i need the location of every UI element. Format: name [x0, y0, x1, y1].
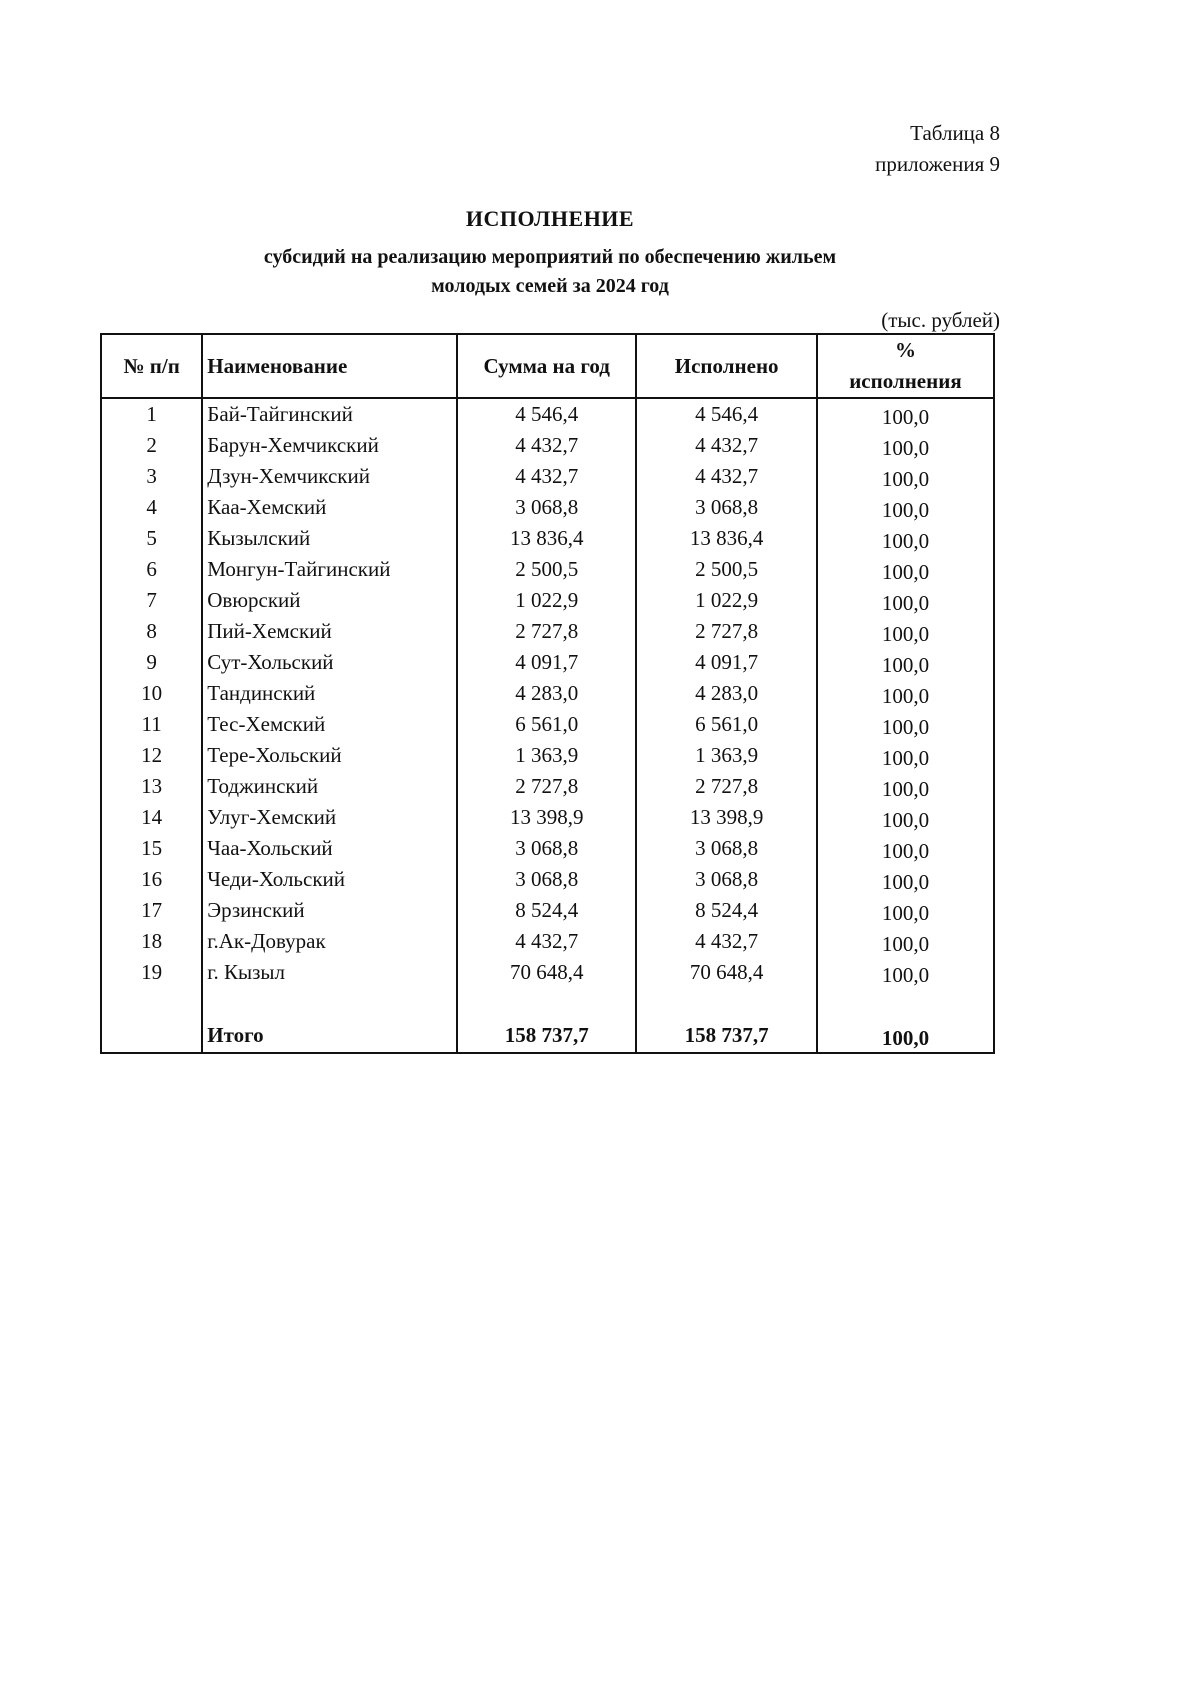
cell-number: 3 [101, 461, 202, 492]
cell-percent-value: 100,0 [881, 684, 930, 708]
cell-executed: 1 363,9 [636, 740, 816, 771]
document-title: ИСПОЛНЕНИЕ [465, 206, 635, 231]
header-name: Наименование [202, 334, 457, 398]
cell-number: 16 [101, 864, 202, 895]
table-row [101, 616, 994, 647]
cell-number: 4 [101, 492, 202, 523]
cell-percent [817, 647, 994, 678]
cell-number: 18 [101, 926, 202, 957]
cell-percent-value: 100,0 [881, 498, 930, 522]
cell-percent-value: 100,0 [881, 436, 930, 460]
cell-executed: 4 432,7 [636, 926, 816, 957]
cell-number: 6 [101, 554, 202, 585]
cell-name: Тандинский [202, 678, 457, 709]
cell-annual-sum: 8 524,4 [457, 895, 636, 926]
cell-percent-value: 100,0 [881, 591, 930, 615]
cell-percent [817, 585, 994, 616]
table-row [101, 523, 994, 554]
cell-percent-value: 100,0 [881, 808, 930, 832]
total-executed: 158 737,7 [636, 1018, 816, 1053]
cell-executed: 13 398,9 [636, 802, 816, 833]
cell-executed: 3 068,8 [636, 492, 816, 523]
cell-number: 17 [101, 895, 202, 926]
cell-executed: 8 524,4 [636, 895, 816, 926]
cell-percent-value: 100,0 [881, 963, 930, 987]
header-percent-sign: % [894, 338, 916, 362]
cell-name: Барун-Хемчикский [202, 430, 457, 461]
cell-percent [817, 554, 994, 585]
cell-percent-value: 100,0 [881, 529, 930, 553]
table-row [101, 461, 994, 492]
cell-number: 5 [101, 523, 202, 554]
cell-annual-sum: 1 022,9 [457, 585, 636, 616]
cell-executed: 2 727,8 [636, 616, 816, 647]
cell-name: Тере-Хольский [202, 740, 457, 771]
cell-executed: 4 432,7 [636, 430, 816, 461]
cell-percent-value: 100,0 [881, 653, 930, 677]
cell-name: Дзун-Хемчикский [202, 461, 457, 492]
cell-annual-sum: 4 546,4 [457, 398, 636, 430]
table-row [101, 430, 994, 461]
table-body [101, 398, 994, 1053]
cell-name: Эрзинский [202, 895, 457, 926]
table-row [101, 398, 994, 430]
cell-name: Чаа-Хольский [202, 833, 457, 864]
cell-number: 12 [101, 740, 202, 771]
total-label: Итого [202, 1018, 457, 1053]
cell-executed: 6 561,0 [636, 709, 816, 740]
cell-percent-value: 100,0 [881, 467, 930, 491]
cell-number: 2 [101, 430, 202, 461]
cell-percent-value: 100,0 [881, 715, 930, 739]
cell-percent [817, 461, 994, 492]
cell-executed: 70 648,4 [636, 957, 816, 988]
header-executed: Исполнено [636, 334, 816, 398]
cell-percent-value: 100,0 [881, 746, 930, 770]
cell-executed: 2 500,5 [636, 554, 816, 585]
total-annual-sum: 158 737,7 [457, 1018, 636, 1053]
cell-percent [817, 398, 994, 430]
cell-percent [817, 833, 994, 864]
total-percent-value: 100,0 [881, 1025, 930, 1050]
total-row [101, 1018, 994, 1053]
table-row [101, 647, 994, 678]
table-row [101, 771, 994, 802]
cell-percent [817, 864, 994, 895]
cell-name: г.Ак-Довурак [202, 926, 457, 957]
cell-executed: 2 727,8 [636, 771, 816, 802]
cell-percent-value: 100,0 [881, 901, 930, 925]
cell-annual-sum: 6 561,0 [457, 709, 636, 740]
cell-percent [817, 957, 994, 988]
cell-annual-sum: 4 091,7 [457, 647, 636, 678]
cell-name: Улуг-Хемский [202, 802, 457, 833]
spacer-cell [101, 988, 202, 1018]
table-row [101, 926, 994, 957]
table-row [101, 585, 994, 616]
cell-percent-value: 100,0 [881, 622, 930, 646]
cell-percent [817, 492, 994, 523]
spacer-cell [202, 988, 457, 1018]
table-row [101, 678, 994, 709]
cell-number: 1 [101, 398, 202, 430]
cell-executed: 4 091,7 [636, 647, 816, 678]
cell-percent [817, 709, 994, 740]
table-row [101, 740, 994, 771]
cell-number: 7 [101, 585, 202, 616]
cell-number: 15 [101, 833, 202, 864]
cell-executed: 1 022,9 [636, 585, 816, 616]
cell-annual-sum: 4 432,7 [457, 430, 636, 461]
cell-percent-value: 100,0 [881, 560, 930, 584]
header-annual-sum: Сумма на год [457, 334, 636, 398]
spacer-cell [636, 988, 816, 1018]
cell-name: Бай-Тайгинский [202, 398, 457, 430]
cell-annual-sum: 4 432,7 [457, 461, 636, 492]
header-number: № п/п [101, 334, 202, 398]
header-percent [817, 334, 994, 398]
cell-percent-value: 100,0 [881, 870, 930, 894]
table-spacer-row [101, 988, 994, 1018]
units-label: (тыс. рублей) [881, 308, 1000, 332]
table-row [101, 864, 994, 895]
cell-percent [817, 616, 994, 647]
table-row [101, 802, 994, 833]
total-percent [817, 1018, 994, 1053]
cell-name: Пий-Хемский [202, 616, 457, 647]
cell-number: 8 [101, 616, 202, 647]
table-header-row [101, 334, 994, 398]
cell-name: Монгун-Тайгинский [202, 554, 457, 585]
table-row [101, 957, 994, 988]
cell-name: Чеди-Хольский [202, 864, 457, 895]
cell-executed: 3 068,8 [636, 833, 816, 864]
cell-number: 19 [101, 957, 202, 988]
cell-annual-sum: 70 648,4 [457, 957, 636, 988]
cell-name: Кызылский [202, 523, 457, 554]
spacer-cell [817, 988, 994, 1018]
cell-percent [817, 895, 994, 926]
cell-number: 10 [101, 678, 202, 709]
cell-executed: 3 068,8 [636, 864, 816, 895]
cell-percent [817, 678, 994, 709]
cell-name: Каа-Хемский [202, 492, 457, 523]
cell-name: Сут-Хольский [202, 647, 457, 678]
cell-percent [817, 740, 994, 771]
cell-percent [817, 802, 994, 833]
cell-number: 9 [101, 647, 202, 678]
cell-annual-sum: 2 727,8 [457, 616, 636, 647]
document-subtitle-line-2: молодых семей за 2024 год [431, 275, 669, 297]
document-subtitle-line-1: субсидий на реализацию мероприятий по обеспечению жильем [263, 246, 837, 268]
cell-executed: 4 546,4 [636, 398, 816, 430]
total-number-cell [101, 1018, 202, 1053]
cell-percent [817, 523, 994, 554]
cell-percent-value: 100,0 [881, 777, 930, 801]
cell-percent [817, 771, 994, 802]
document-reference [875, 118, 1000, 180]
table-row [101, 554, 994, 585]
cell-annual-sum: 2 500,5 [457, 554, 636, 585]
cell-executed: 4 283,0 [636, 678, 816, 709]
cell-annual-sum: 13 398,9 [457, 802, 636, 833]
header-percent-label: исполнения [849, 369, 962, 393]
table-row [101, 492, 994, 523]
cell-annual-sum: 13 836,4 [457, 523, 636, 554]
cell-number: 11 [101, 709, 202, 740]
cell-percent [817, 430, 994, 461]
cell-name: Тоджинский [202, 771, 457, 802]
cell-executed: 4 432,7 [636, 461, 816, 492]
cell-name: Овюрский [202, 585, 457, 616]
table-row [101, 895, 994, 926]
cell-annual-sum: 3 068,8 [457, 833, 636, 864]
table-row [101, 709, 994, 740]
cell-annual-sum: 4 432,7 [457, 926, 636, 957]
cell-percent [817, 926, 994, 957]
spacer-cell [457, 988, 636, 1018]
table-row [101, 833, 994, 864]
cell-number: 14 [101, 802, 202, 833]
cell-number: 13 [101, 771, 202, 802]
cell-annual-sum: 3 068,8 [457, 492, 636, 523]
subsidy-execution-table [100, 333, 995, 1054]
cell-annual-sum: 4 283,0 [457, 678, 636, 709]
cell-annual-sum: 3 068,8 [457, 864, 636, 895]
cell-annual-sum: 2 727,8 [457, 771, 636, 802]
cell-percent-value: 100,0 [881, 405, 930, 429]
cell-name: Тес-Хемский [202, 709, 457, 740]
cell-name: г. Кызыл [202, 957, 457, 988]
cell-percent-value: 100,0 [881, 839, 930, 863]
cell-annual-sum: 1 363,9 [457, 740, 636, 771]
cell-executed: 13 836,4 [636, 523, 816, 554]
appendix-reference: приложения 9 [875, 152, 1000, 176]
cell-percent-value: 100,0 [881, 932, 930, 956]
table-number: Таблица 8 [910, 121, 1000, 145]
